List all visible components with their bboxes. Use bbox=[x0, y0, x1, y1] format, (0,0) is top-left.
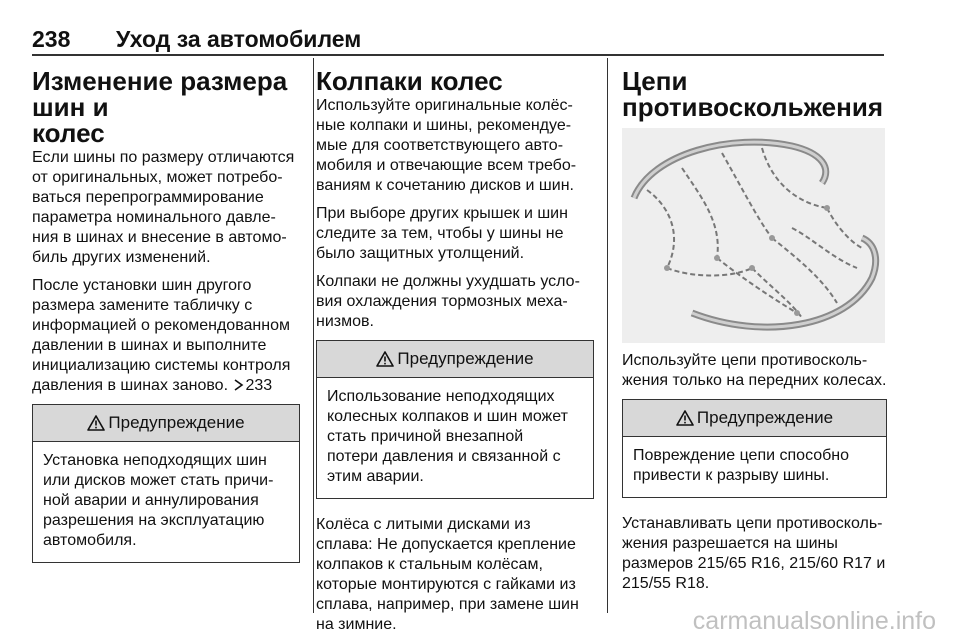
warning-triangle-icon bbox=[676, 410, 694, 426]
snow-chain-drawing bbox=[622, 128, 885, 343]
paragraph: Колпаки не должны ухудшать усло- вия охлаждения тормозных меха- низмов. bbox=[316, 273, 580, 330]
warning-header bbox=[33, 405, 299, 442]
column-2 bbox=[316, 60, 594, 643]
paragraph: Используйте цепи противосколь- жения только на передних колесах. bbox=[622, 352, 887, 389]
warning-box bbox=[32, 404, 300, 563]
paragraph: Если шины по размеру отличаются от оригинальных, может потребо- ваться перепрограммирование параметра номинального давле- ния в шинах и внесение в автомо- биль других изменений. bbox=[32, 149, 295, 266]
section-heading-snow-chains: Цепи противоскольжения bbox=[622, 66, 883, 122]
paragraph-with-reference bbox=[32, 276, 300, 396]
column-divider-1 bbox=[313, 58, 314, 613]
warning-text: Повреждение цепи способно привести к разрыву шины. bbox=[633, 447, 850, 484]
header-rule bbox=[32, 54, 884, 56]
warning-title: Предупреждение bbox=[696, 408, 834, 427]
column-3 bbox=[622, 60, 887, 602]
warning-title: Предупреждение bbox=[108, 413, 245, 432]
column-divider-2 bbox=[607, 58, 608, 613]
warning-text: Использование неподходящих колесных колпаков и шин может стать причиной внезапной потери давления и связанной с этим аварии. bbox=[327, 388, 568, 485]
snow-chain-illustration bbox=[622, 128, 885, 343]
warning-triangle-icon bbox=[87, 415, 105, 431]
warning-box bbox=[622, 399, 887, 498]
paragraph-text: После установки шин другого размера замените табличку с информацией о рекомендованном давлении в шинах и выполните инициализацию системы контроля давления в шинах заново. bbox=[32, 277, 291, 394]
page-reference[interactable]: 233 bbox=[245, 377, 273, 394]
paragraph: Колёса с литыми дисками из сплава: Не допускается крепление колпаков к стальным колёсам, которые монтируются с гайками из сплава, например, при замене шин на зимние. bbox=[316, 516, 579, 633]
warning-box bbox=[316, 340, 594, 499]
warning-title: Предупреждение bbox=[397, 349, 534, 368]
warning-header bbox=[623, 400, 886, 437]
section-heading-wheel-covers: Колпаки колес bbox=[316, 66, 503, 96]
warning-text: Установка неподходящих шин или дисков может стать причи- ной аварии и аннулирования разрешения на эксплуатацию автомобиля. bbox=[43, 452, 274, 549]
section-heading-tire-size: Изменение размера шин и колес bbox=[32, 66, 288, 148]
paragraph: При выборе других крышек и шин следите за тем, чтобы у шины не было защитных утолщений. bbox=[316, 205, 568, 262]
column-1 bbox=[32, 60, 300, 579]
page-reference-arrow-icon bbox=[233, 379, 244, 391]
warning-header bbox=[317, 341, 593, 378]
paragraph: Устанавливать цепи противосколь- жения разрешается на шины размеров 215/65 R16, 215/60 R17 и 215/55 R18. bbox=[622, 515, 886, 592]
page-number: 238 bbox=[32, 26, 71, 52]
running-title: Уход за автомобилем bbox=[116, 26, 362, 52]
paragraph: Используйте оригинальные колёс- ные колпаки и шины, рекомендуе- мые для соответствующего авто- мобиля и отвечающие всем требо- ваниям к сочетанию дисков и шин. bbox=[316, 97, 577, 194]
watermark: carmanualsonline.info bbox=[692, 607, 936, 635]
warning-triangle-icon bbox=[376, 351, 394, 367]
